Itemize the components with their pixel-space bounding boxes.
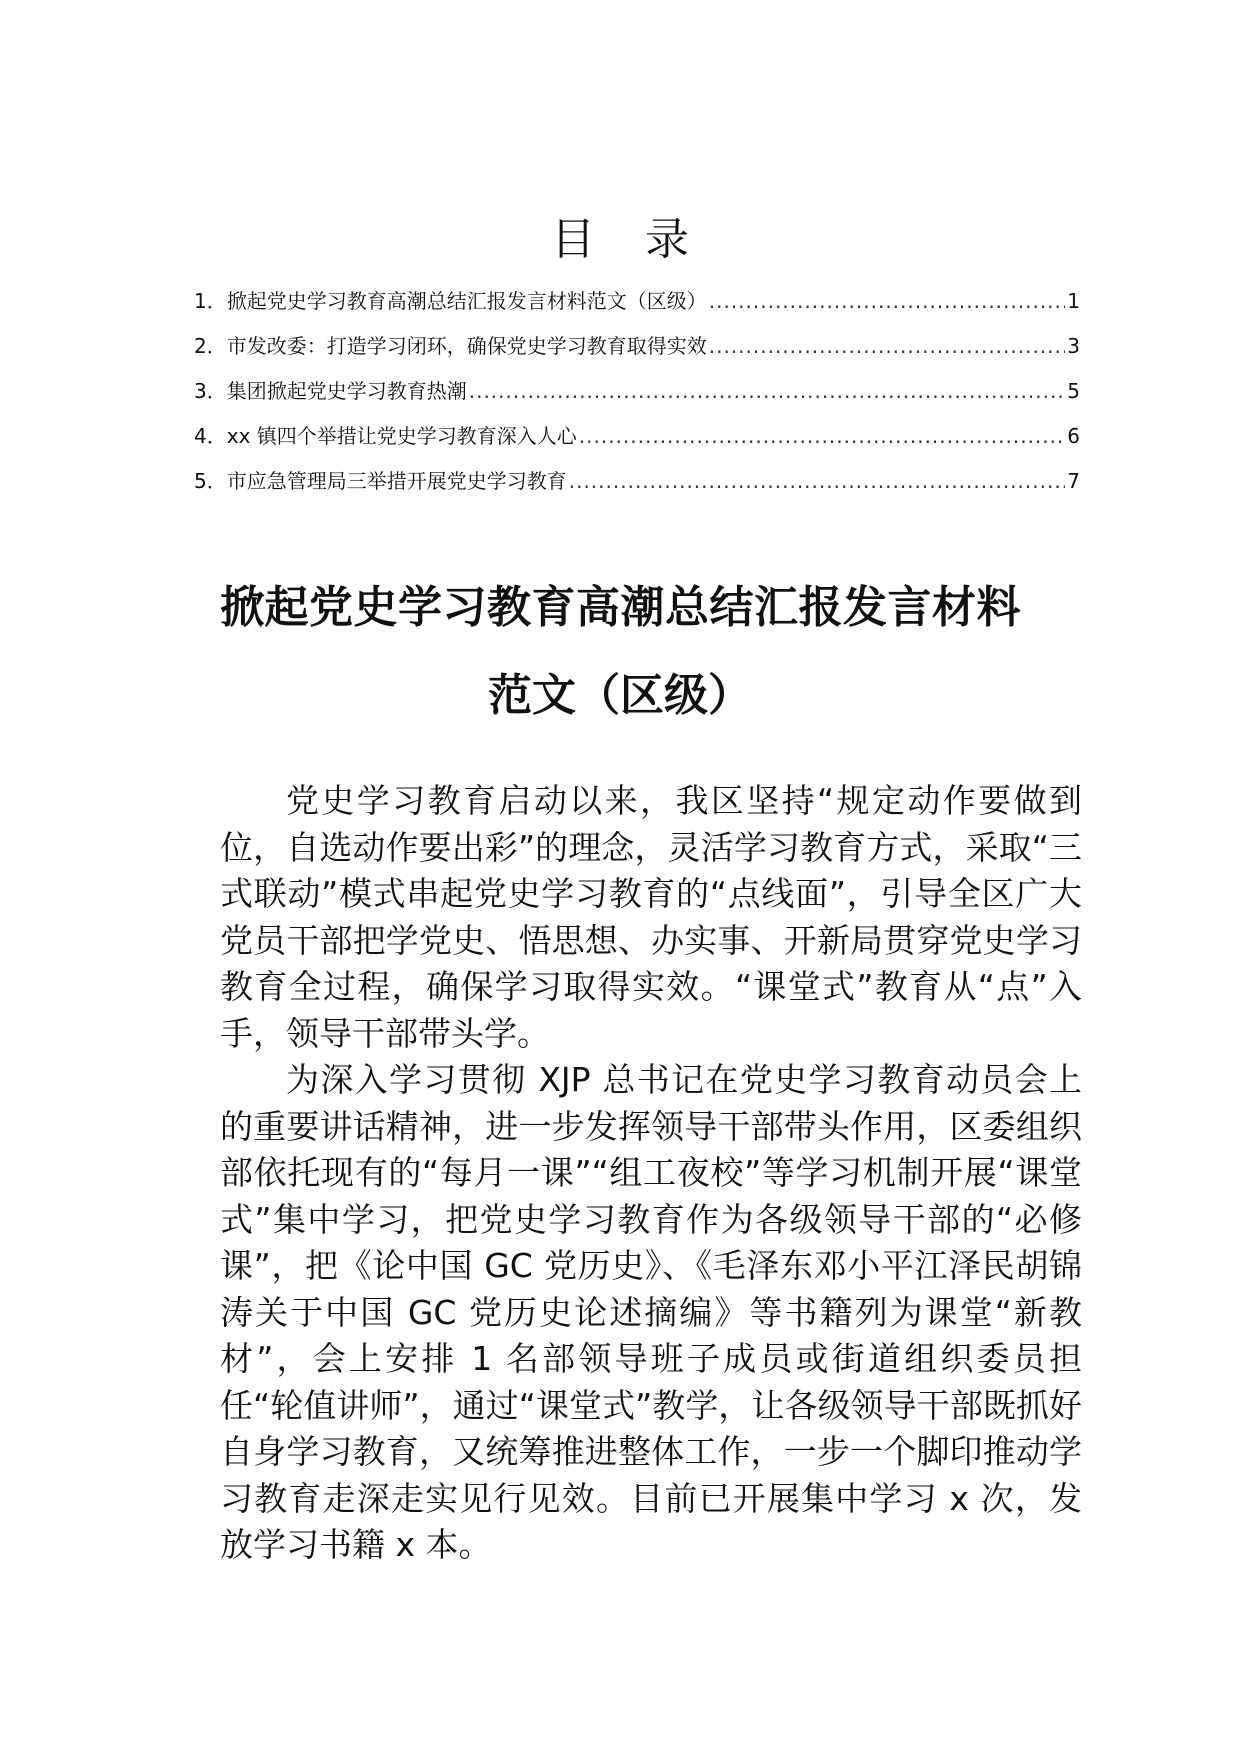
toc-item-number: 4． [194, 424, 227, 448]
table-of-contents [194, 288, 1080, 513]
toc-leader-dots [569, 468, 1066, 494]
toc-title: 目 录 [551, 214, 707, 265]
article-title-line-2: 范文（区级） [488, 670, 752, 721]
toc-leader-dots [579, 423, 1066, 449]
toc-item-text: 集团掀起党史学习教育热潮 [226, 379, 467, 403]
article-body [220, 778, 1082, 1569]
toc-item-page: 6 [1067, 424, 1080, 448]
toc-item-number: 2． [194, 334, 227, 358]
toc-item-number: 1． [194, 289, 227, 313]
toc-item-text: 市应急管理局三举措开展党史学习教育 [226, 469, 567, 493]
toc-item-page: 5 [1067, 379, 1080, 403]
toc-item-page: 1 [1067, 289, 1080, 313]
toc-item[interactable] [194, 378, 1080, 423]
toc-leader-dots [709, 333, 1066, 359]
toc-item-text: xx 镇四个举措让党史学习教育深入人心 [226, 424, 577, 448]
toc-item-number: 5． [194, 469, 227, 493]
toc-item[interactable] [194, 423, 1080, 468]
toc-item-page: 3 [1067, 334, 1080, 358]
toc-item-text: 掀起党史学习教育高潮总结汇报发言材料范文（区级） [226, 289, 707, 313]
toc-item[interactable] [194, 288, 1080, 333]
toc-leader-dots [469, 378, 1066, 404]
toc-item-page: 7 [1067, 469, 1080, 493]
toc-item-text: 市发改委：打造学习闭环，确保党史学习教育取得实效 [226, 334, 707, 358]
toc-item[interactable] [194, 333, 1080, 378]
toc-item[interactable] [194, 468, 1080, 513]
paragraph: 为深入学习贯彻 XJP 总书记在党史学习教育动员会上的重要讲话精神，进一步发挥领导干部带头作用，区委组织部依托现有的“每月一课”“组工夜校”等学习机制开展“课堂式”集中学习，把党史学习教育作为各级领导干部的“必修课”，把《论中国 GC 党历史》、《毛泽东邓小平江泽民胡锦涛关于中国 GC 党历史论述摘编》等书籍列为课堂“新教材”，会上安排 1 名部领导班子成员或街道组织委员担任“轮值讲师”，通过“课堂式”教学，让各级领导干部既抓好自身学习教育，又统筹推进整体工作，一步一个脚印推动学习教育走深走实见行见效。目前已开展集中学习 x 次，发放学习书籍 x 本。 [220, 1060, 1082, 1564]
toc-leader-dots [709, 288, 1066, 314]
article-title-line-1: 掀起党史学习教育高潮总结汇报发言材料 [220, 582, 1021, 633]
toc-item-number: 3． [194, 379, 227, 403]
paragraph: 党史学习教育启动以来，我区坚持“规定动作要做到位，自选动作要出彩”的理念，灵活学习教育方式，采取“三式联动”模式串起党史学习教育的“点线面”，引导全区广大党员干部把学党史、悟思想、办实事、开新局贯穿党史学习教育全过程，确保学习取得实效。“课堂式”教育从“点”入手，领导干部带头学。 [220, 781, 1082, 1053]
